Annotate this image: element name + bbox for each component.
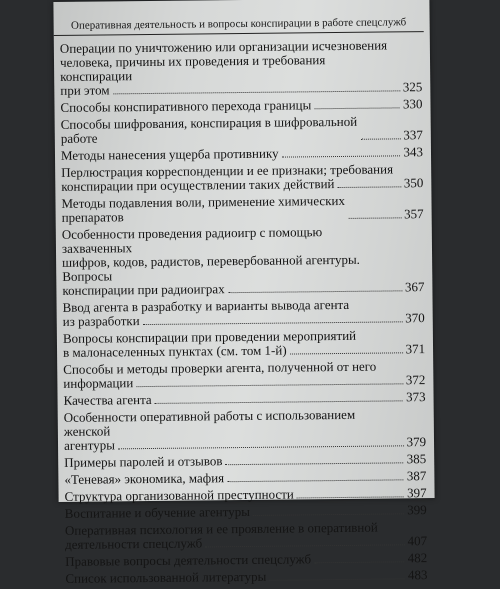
toc-page-number: 407 — [407, 533, 428, 549]
toc-entry-text: при этом — [60, 82, 110, 98]
toc-page-number: 482 — [407, 550, 428, 566]
toc-entry — [64, 452, 426, 470]
toc-entry-text: Вопросы конспирации при проведении мероприятий — [62, 327, 357, 346]
dot-leader — [360, 138, 400, 139]
toc-entry-text: Оперативная психология и ее проявление в оперативной — [64, 519, 378, 538]
toc-entry-text: Качества агента — [63, 391, 152, 408]
toc-entry-text: Операции по уничтожению или организации исчезновения — [59, 37, 388, 56]
toc-page-number: 483 — [407, 567, 428, 583]
toc-entry-text: Список использованной литературы — [65, 568, 267, 586]
toc-entry-text: Способы конспиративного перехода границы — [60, 97, 312, 115]
toc-entry-text: Способы и методы проверки агента, полученной от него — [63, 358, 377, 377]
toc-entry-text: Правовые вопросы деятельности спецслужб — [65, 551, 312, 569]
toc-entry — [65, 486, 427, 504]
toc-entry — [60, 97, 422, 115]
toc-entry-text: Особенности оперативной работы с использованием женской — [63, 406, 356, 439]
toc-page-number: 397 — [406, 485, 427, 501]
toc-entry-text: человека, причины их проведения и требования конспирации — [59, 52, 326, 84]
toc-page-number: 370 — [405, 310, 425, 326]
toc-entry-text: шифров, кодов, радистов, перевербованной агентуры. Вопросы — [62, 251, 360, 284]
toc-page-number: 337 — [403, 127, 423, 143]
toc-entry — [64, 407, 426, 453]
toc-entry — [63, 328, 425, 360]
toc-entry-text: Воспитание и обучение агентуры — [64, 503, 251, 521]
toc-page-number: 367 — [404, 279, 425, 295]
toc-entry-text: Методы нанесения ущерба противнику — [60, 145, 279, 163]
toc-page-number: 330 — [402, 96, 423, 112]
toc-entry-text: Перлюстрация корреспонденции и ее признаки; требования — [61, 161, 394, 180]
toc-entry-text: конспирации при осуществлении таких действий — [61, 176, 335, 194]
toc-entry — [65, 503, 427, 521]
toc-entry — [60, 38, 423, 98]
toc-entry-text: «Теневая» экономика, мафия — [64, 470, 225, 487]
toc-entry — [61, 162, 423, 194]
toc-entry-text: Примеры паролей и отзывов — [64, 453, 223, 470]
table-of-contents — [60, 38, 428, 589]
toc-entry-text: из разработки — [62, 313, 140, 329]
toc-entry — [61, 145, 423, 163]
toc-page-number: 372 — [405, 372, 426, 388]
toc-page-number: 399 — [407, 502, 427, 518]
book-page — [53, 0, 434, 586]
header-rule — [54, 31, 424, 36]
toc-entry — [63, 359, 425, 391]
toc-entry-text: деятельности спецслужб — [64, 535, 203, 552]
toc-entry-text: Ввод агента в разработку и варианты вывода агента — [62, 296, 350, 315]
toc-entry-text: Особенности проведения радиоигр с помощью захваченных — [61, 224, 323, 256]
running-head: Оперативная деятельность и вопросы конспирации в работе спецслужб — [70, 16, 407, 32]
toc-page-number: 343 — [403, 144, 424, 160]
toc-page-number: 325 — [402, 79, 423, 95]
toc-page-number: 371 — [405, 341, 426, 357]
toc-entry — [61, 193, 423, 225]
toc-entry-text: информации — [63, 375, 134, 391]
toc-entry — [63, 390, 425, 408]
toc-entry-text: агентуры — [63, 437, 116, 453]
toc-entry — [61, 114, 423, 146]
toc-page-number: 357 — [404, 206, 424, 222]
toc-page-number: 379 — [406, 434, 427, 450]
toc-entry-text: Способы шифрования, конспирация в шифровальной работе — [60, 113, 358, 146]
toc-entry-text: Методы подавления воли, применение химических препаратов — [61, 192, 346, 225]
toc-page-number: 350 — [403, 175, 424, 191]
toc-entry — [65, 568, 427, 586]
toc-entry — [65, 551, 427, 569]
toc-page-number: 387 — [406, 468, 427, 484]
toc-entry-text: Структура организованной преступности — [64, 486, 294, 504]
toc-page-number: 385 — [406, 451, 427, 467]
toc-entry-text: конспирации при радиоиграх — [62, 281, 225, 298]
toc-page-number: 373 — [405, 389, 426, 405]
toc-entry — [65, 520, 427, 552]
toc-entry — [64, 469, 426, 487]
toc-entry-text: в малонаселенных пунктах (см. том 1-й) — [62, 342, 287, 360]
toc-entry — [63, 297, 425, 329]
toc-entry — [62, 224, 425, 298]
